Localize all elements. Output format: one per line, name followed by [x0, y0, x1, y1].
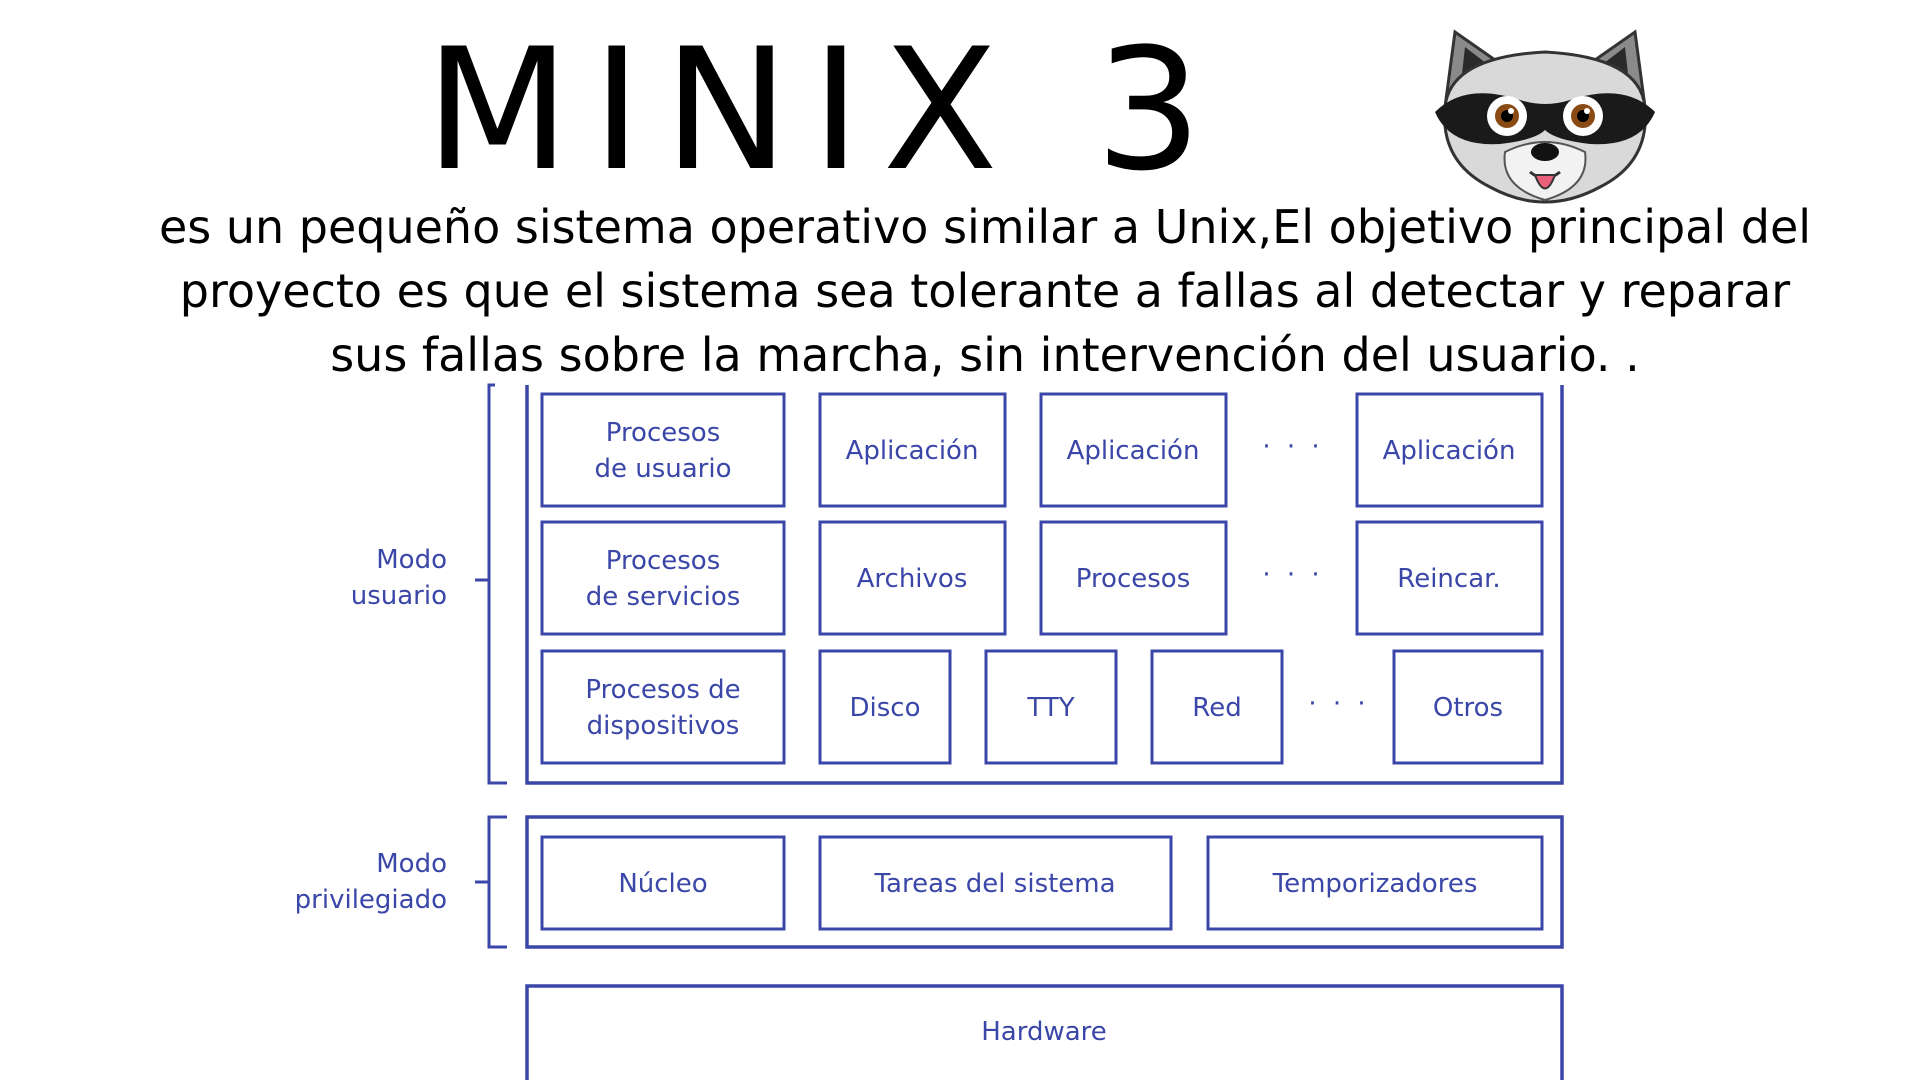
box-kernel-label: Núcleo: [618, 869, 708, 899]
box-device-processes-line-2: dispositivos: [586, 711, 740, 741]
box-reincarnation-label: Reincar.: [1397, 564, 1501, 594]
box-service-processes-line-1: Procesos: [605, 546, 721, 576]
privileged-mode-label-line-1: Modo: [376, 849, 447, 879]
box-network-label: Red: [1192, 693, 1242, 723]
ellipsis-row-3: · · ·: [1308, 689, 1370, 719]
privileged-mode-label-line-2: privilegiado: [294, 885, 447, 915]
row-service-processes: [542, 522, 1542, 634]
box-service-processes-line-2: de servicios: [585, 582, 741, 612]
box-tty-label: TTY: [1027, 693, 1075, 723]
ellipsis-row-2: · · ·: [1262, 560, 1324, 590]
box-service-processes: [542, 522, 784, 634]
row-kernel: [542, 837, 1542, 929]
user-mode-brace: [475, 385, 507, 783]
ellipsis-row-1: · · ·: [1262, 432, 1324, 462]
box-processes-label: Procesos: [1075, 564, 1191, 594]
box-system-tasks-label: Tareas del sistema: [874, 869, 1116, 899]
box-application-2-label: Aplicación: [1066, 436, 1200, 466]
box-disk-label: Disco: [849, 693, 921, 723]
privileged-mode-brace: [475, 817, 507, 947]
box-device-processes: [542, 651, 784, 763]
box-user-processes-line-1: Procesos: [605, 418, 721, 448]
row-device-processes: [542, 651, 1542, 763]
box-user-processes: [542, 394, 784, 506]
user-mode-label-line-2: usuario: [350, 581, 447, 611]
box-timers-label: Temporizadores: [1272, 869, 1478, 899]
slide-title: MINIX 3: [425, 12, 1225, 208]
box-others-label: Otros: [1432, 693, 1504, 723]
hardware-label: Hardware: [981, 1017, 1107, 1047]
box-files-label: Archivos: [856, 564, 968, 594]
description-line-1: es un pequeño sistema operativo similar a Unix,El objetivo principal del: [158, 200, 1812, 254]
row-user-processes: [542, 394, 1542, 506]
user-mode-label-line-1: Modo: [376, 545, 447, 575]
description-line-3: sus fallas sobre la marcha, sin intervención del usuario. .: [330, 328, 1640, 382]
box-application-1-label: Aplicación: [845, 436, 979, 466]
box-device-processes-line-1: Procesos de: [585, 675, 741, 705]
box-user-processes-line-2: de usuario: [594, 454, 732, 484]
description-line-2: proyecto es que el sistema sea tolerante a fallas al detectar y reparar: [179, 264, 1791, 318]
box-application-3-label: Aplicación: [1382, 436, 1516, 466]
